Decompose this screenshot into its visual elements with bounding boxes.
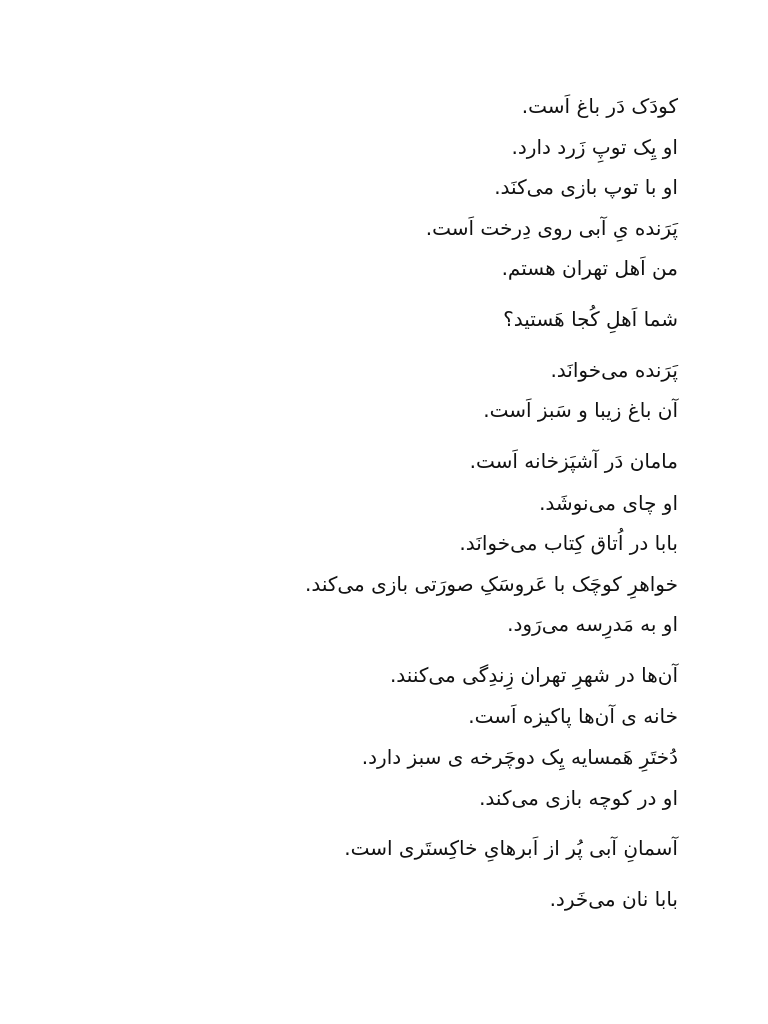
text-line: خانه ی آن‌ها پاکیزه اَست. [468,704,678,728]
text-line: او به مَدرِسه می‌رَود. [507,612,678,636]
text-line: مامان دَر آشپَزخانه اَست. [469,449,678,473]
text-line: بابا نان می‌خَرد. [549,887,678,911]
text-line: او یِک توپِ زَرد دارد. [511,135,678,159]
text-line: آسمانِ آبی پُر از اَبرهایِ خاکِستَری است. [344,836,678,860]
text-line: او با توپ بازی می‌کنَد. [494,175,678,199]
text-line: او در کوچه بازی می‌کند. [479,786,678,810]
text-line: کودَک دَر باغ اَست. [521,94,678,118]
text-line: خواهرِ کوچَک با عَروسَکِ صورَتی بازی می‌کند. [304,572,678,596]
text-line: شما اَهلِ کُجا هَستید؟ [503,307,678,331]
text-line: پَرَنده می‌خوانَد. [550,358,678,382]
text-line: آن‌ها در شهرِ تهران زِندِگی می‌کنند. [389,663,678,687]
text-line: او چای می‌نوشَد. [539,491,678,515]
text-line: بابا در اُتاق کِتاب می‌خوانَد. [459,531,678,555]
text-line: آن باغ زیبا و سَبز اَست. [483,398,678,422]
text-line: من اَهل تهران هستم. [501,256,678,280]
text-line: دُختَرِ هَمسایه یِک دوچَرخه ی سبز دارد. [361,745,678,769]
text-line: پَرَنده یِ آبی روی دِرخت اَست. [425,216,678,240]
